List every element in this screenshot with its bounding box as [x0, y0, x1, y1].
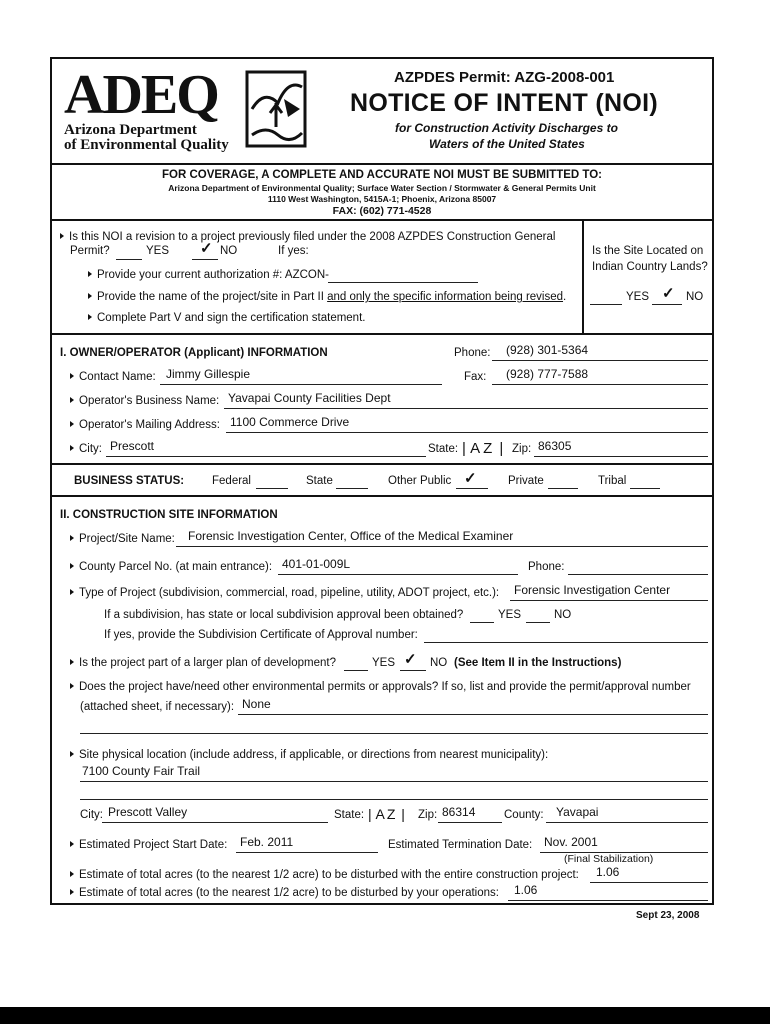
- site-county-value[interactable]: Yavapai: [556, 805, 599, 819]
- termination-date-value[interactable]: Nov. 2001: [544, 835, 598, 849]
- bullet-arrow-icon: [88, 293, 92, 299]
- complete-part5-instruction: Complete Part V and sign the certification statement.: [97, 312, 366, 324]
- bullet-arrow-icon: [88, 314, 92, 320]
- part2-heading: II. CONSTRUCTION SITE INFORMATION: [60, 509, 278, 521]
- parcel-label: County Parcel No. (at main entrance):: [79, 561, 273, 573]
- site-city-value[interactable]: Prescott Valley: [108, 805, 188, 819]
- bullet-arrow-icon: [70, 841, 74, 847]
- acres-total-label: Estimate of total acres (to the nearest 1/2 acre) to be disturbed with the entire construction project:: [79, 869, 579, 881]
- owner-state-label: State:: [428, 443, 459, 455]
- coverage-fax: FAX: (602) 771-4528: [332, 205, 432, 217]
- revision-section: [52, 219, 712, 333]
- business-status-row: [52, 463, 712, 497]
- bottom-scan-bar: [0, 1007, 770, 1024]
- revision-question: Is this NOI a revision to a project previously filed under the 2008 AZPDES Construction General: [69, 231, 556, 243]
- bullet-arrow-icon: [70, 683, 74, 689]
- revision-yes-label[interactable]: YES: [146, 245, 170, 257]
- owner-phone-value[interactable]: (928) 301-5364: [506, 343, 589, 357]
- revision-name-period: .: [563, 291, 567, 303]
- status-private[interactable]: Private: [508, 475, 544, 487]
- acres-ops-label: Estimate of total acres (to the nearest 1/2 acre) to be disturbed by your operations:: [79, 887, 499, 899]
- site-state-label: State:: [334, 809, 365, 821]
- parcel-value[interactable]: 401-01-009L: [282, 557, 351, 571]
- permit-number: AZPDES Permit: AZG-2008-001: [394, 69, 615, 86]
- other-permits-question-2: (attached sheet, if necessary):: [80, 701, 235, 713]
- start-date-value[interactable]: Feb. 2011: [240, 835, 294, 849]
- subdivision-yes[interactable]: YES: [498, 609, 522, 621]
- mailing-address-value[interactable]: 1100 Commerce Drive: [230, 415, 350, 429]
- larger-plan-note: (See Item II in the Instructions): [454, 657, 622, 669]
- site-phone-label: Phone:: [528, 561, 565, 573]
- business-name-label: Operator's Business Name:: [79, 395, 220, 407]
- indian-no-label[interactable]: NO: [686, 291, 704, 303]
- indian-question-line2: Indian Country Lands?: [592, 261, 708, 273]
- site-location-value[interactable]: 7100 County Fair Trail: [82, 764, 201, 778]
- contact-name-label: Contact Name:: [79, 371, 156, 383]
- subdivision-cert-label: If yes, provide the Subdivision Certificate of Approval number:: [104, 629, 418, 641]
- larger-plan-question: Is the project part of a larger plan of development?: [79, 657, 336, 669]
- subdivision-no[interactable]: NO: [554, 609, 572, 621]
- bullet-arrow-icon: [70, 421, 74, 427]
- status-other-check-icon[interactable]: ✓: [464, 470, 477, 487]
- bullet-arrow-icon: [70, 445, 74, 451]
- business-status-label: BUSINESS STATUS:: [74, 475, 185, 487]
- bullet-arrow-icon: [88, 271, 92, 277]
- revision-name-emphasis: and only the specific information being revised: [327, 291, 564, 303]
- bullet-arrow-icon: [70, 659, 74, 665]
- bullet-arrow-icon: [70, 535, 74, 541]
- acres-total-value[interactable]: 1.06: [596, 865, 620, 879]
- start-date-label: Estimated Project Start Date:: [79, 839, 228, 851]
- final-stabilization-note: (Final Stabilization): [564, 853, 654, 865]
- project-name-value[interactable]: Forensic Investigation Center, Office of the Medical Examiner: [188, 529, 514, 543]
- other-permits-question: Does the project have/need other environmental permits or approvals? If so, list and provide the permit/approval number: [79, 681, 691, 693]
- site-zip-value[interactable]: 86314: [442, 805, 476, 819]
- status-federal[interactable]: Federal: [212, 475, 251, 487]
- status-tribal[interactable]: Tribal: [598, 475, 627, 487]
- bullet-arrow-icon: [70, 589, 74, 595]
- larger-plan-no[interactable]: NO: [430, 657, 448, 669]
- termination-date-label: Estimated Termination Date:: [388, 839, 533, 851]
- revision-permit-label: Permit?: [70, 245, 110, 257]
- project-type-label: Type of Project (subdivision, commercial, road, pipeline, utility, ADOT project, etc.):: [79, 587, 500, 599]
- site-county-label: County:: [504, 809, 544, 821]
- project-name-label: Project/Site Name:: [79, 533, 175, 545]
- subtitle-line1: for Construction Activity Discharges to: [395, 121, 618, 135]
- adeq-logo-text: ADEQ: [64, 64, 218, 126]
- larger-plan-check-icon[interactable]: ✓: [404, 651, 417, 668]
- bullet-arrow-icon: [70, 373, 74, 379]
- indian-yes-label[interactable]: YES: [626, 291, 650, 303]
- part1-section: [52, 333, 712, 465]
- part2-section: [52, 495, 712, 905]
- site-state-field[interactable]: | AZ |: [368, 806, 405, 822]
- site-state-value: AZ: [375, 806, 398, 822]
- acres-ops-value[interactable]: 1.06: [514, 883, 538, 897]
- site-location-question: Site physical location (include address, if applicable, or directions from nearest municipality):: [79, 749, 549, 761]
- auth-number-label: Provide your current authorization #: AZCON-: [97, 269, 330, 281]
- owner-phone-label: Phone:: [454, 347, 491, 359]
- owner-state-field[interactable]: | AZ |: [462, 440, 504, 457]
- owner-state-value: AZ: [470, 440, 496, 457]
- bullet-arrow-icon: [70, 889, 74, 895]
- project-type-value[interactable]: Forensic Investigation Center: [514, 583, 671, 597]
- business-name-value[interactable]: Yavapai County Facilities Dept: [228, 391, 391, 405]
- owner-zip-value[interactable]: 86305: [538, 439, 572, 453]
- site-city-label: City:: [80, 809, 103, 821]
- revision-no-label[interactable]: NO: [220, 245, 238, 257]
- subdivision-question: If a subdivision, has state or local subdivision approval been obtained?: [104, 609, 464, 621]
- owner-city-label: City:: [79, 443, 102, 455]
- noi-form: [50, 57, 714, 905]
- bullet-arrow-icon: [70, 563, 74, 569]
- owner-fax-label: Fax:: [464, 371, 487, 383]
- status-other-public[interactable]: Other Public: [388, 475, 452, 487]
- bullet-arrow-icon: [70, 751, 74, 757]
- bullet-arrow-icon: [70, 397, 74, 403]
- bullet-arrow-icon: [70, 871, 74, 877]
- owner-zip-label: Zip:: [512, 443, 532, 455]
- bullet-arrow-icon: [60, 233, 64, 239]
- adeq-emblem-icon: [244, 69, 308, 149]
- page-title: NOTICE OF INTENT (NOI): [350, 89, 658, 117]
- coverage-address-line1: Arizona Department of Environmental Quality; Surface Water Section / Stormwater & General Permits Unit: [168, 183, 596, 193]
- status-state[interactable]: State: [306, 475, 333, 487]
- coverage-box: [52, 163, 712, 221]
- agency-name-line2: of Environmental Quality: [64, 137, 229, 153]
- revision-name-instruction: Provide the name of the project/site in Part II: [97, 291, 328, 303]
- mailing-address-label: Operator's Mailing Address:: [79, 419, 220, 431]
- site-zip-label: Zip:: [418, 809, 438, 821]
- larger-plan-yes[interactable]: YES: [372, 657, 396, 669]
- indian-no-check-icon[interactable]: ✓: [662, 285, 675, 302]
- subtitle-line2: Waters of the United States: [429, 137, 585, 151]
- owner-fax-value[interactable]: (928) 777-7588: [506, 367, 589, 381]
- contact-name-value[interactable]: Jimmy Gillespie: [166, 367, 251, 381]
- agency-name-line1: Arizona Department: [64, 122, 197, 138]
- coverage-heading: FOR COVERAGE, A COMPLETE AND ACCURATE NOI MUST BE SUBMITTED TO:: [162, 169, 602, 181]
- owner-city-value[interactable]: Prescott: [110, 439, 155, 453]
- footer-date: Sept 23, 2008: [636, 910, 700, 921]
- indian-country-box: [582, 219, 712, 333]
- revision-if-yes: If yes:: [278, 245, 309, 257]
- other-permits-value[interactable]: None: [242, 697, 271, 711]
- revision-no-check-icon[interactable]: ✓: [200, 240, 213, 257]
- indian-question-line1: Is the Site Located on: [592, 245, 704, 257]
- part1-heading: I. OWNER/OPERATOR (Applicant) INFORMATION: [60, 347, 328, 359]
- coverage-address-line2: 1110 West Washington, 5415A-1; Phoenix, Arizona 85007: [267, 194, 497, 204]
